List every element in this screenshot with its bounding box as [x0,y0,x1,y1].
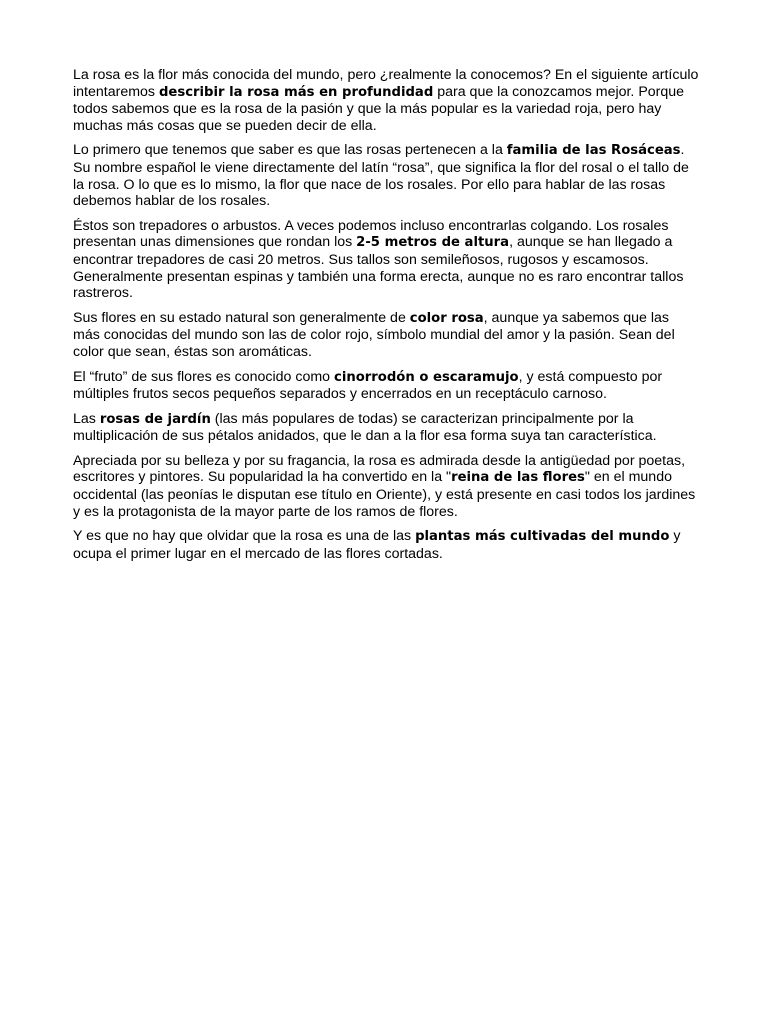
paragraph-conclusion [73,528,699,562]
paragraph-color [73,310,699,361]
bold-text-run: color rosa [409,310,484,326]
text-run: y ocupa el primer lugar en el mercado de las flores cortadas. [73,528,681,562]
bold-text-run: plantas más cultivadas del mundo [415,529,670,545]
paragraph-intro [73,67,699,134]
bold-text-run: rosas de jardín [99,411,211,427]
text-run: " en el mundo occidental (las peonías le disputan ese título en Oriente), y está presente en casi todos los jardines y es la protagonista de la mayor parte de los ramos de flores. [73,469,696,520]
paragraph-family [73,142,699,209]
bold-text-run: familia de las Rosáceas [506,143,681,159]
paragraph-fruit [73,369,699,403]
text-run: para que la conozcamos mejor. Porque todos sabemos que es la rosa de la pasión y que la más popular es la variedad roja, pero hay muchas más cosas que se pueden decir de ella. [73,83,685,134]
text-run: El “fruto” de sus flores es conocido como [73,368,335,385]
text-run: Las [73,410,100,427]
bold-text-run: 2-5 metros de altura [356,235,510,251]
text-run: , aunque se han llegado a encontrar trepadores de casi 20 metros. Sus tallos son semileñosos, rugosos y escamosos. Generalmente presentan espinas y también una forma erecta, aunque no es raro encontrar tallos rastreros. [73,234,684,302]
paragraph-popularity [73,453,699,520]
text-run: Éstos son trepadores o arbustos. A veces podemos incluso encontrarlas colgando. Los rosales presentan unas dimensiones que rondan los [73,217,669,251]
text-run: . Su nombre español le viene directamente del latín “rosa”, que significa la flor del rosal o el tallo de la rosa. O lo que es lo mismo, la flor que nace de los rosales. Por ello para hablar de las rosas debemos hablar de los rosales. [73,142,689,210]
bold-text-run: reina de las flores [451,470,585,486]
text-run: Apreciada por su belleza y por su fragancia, la rosa es admirada desde la antigüedad por poetas, escritores y pintores. Su popularidad la ha convertido en la " [73,452,686,486]
bold-text-run: describir la rosa más en profundidad [158,84,434,100]
text-run: Y es que no hay que olvidar que la rosa es una de las [73,528,416,545]
text-run: Lo primero que tenemos que saber es que las rosas pertenecen a la [73,142,507,159]
text-run: Sus flores en su estado natural son generalmente de [73,309,410,326]
text-run: , y está compuesto por múltiples frutos secos pequeños separados y encerrados en un receptáculo carnoso. [73,368,663,403]
text-run: La rosa es la flor más conocida del mundo, pero ¿realmente la conocemos? En el siguiente artículo intentaremos [73,67,699,100]
document-body [73,67,699,570]
bold-text-run: cinorrodón o escaramujo [334,369,519,385]
text-run: (las más populares de todas) se caracterizan principalmente por la multiplicación de sus pétalos anidados, que le dan a la flor esa forma suya tan característica. [73,410,657,445]
paragraph-garden-roses [73,411,699,445]
text-run: , aunque ya sabemos que las más conocidas del mundo son las de color rojo, símbolo mundial del amor y la pasión. Sean del color que sean, éstas son aromáticas. [73,309,675,360]
paragraph-rosales [73,218,699,302]
